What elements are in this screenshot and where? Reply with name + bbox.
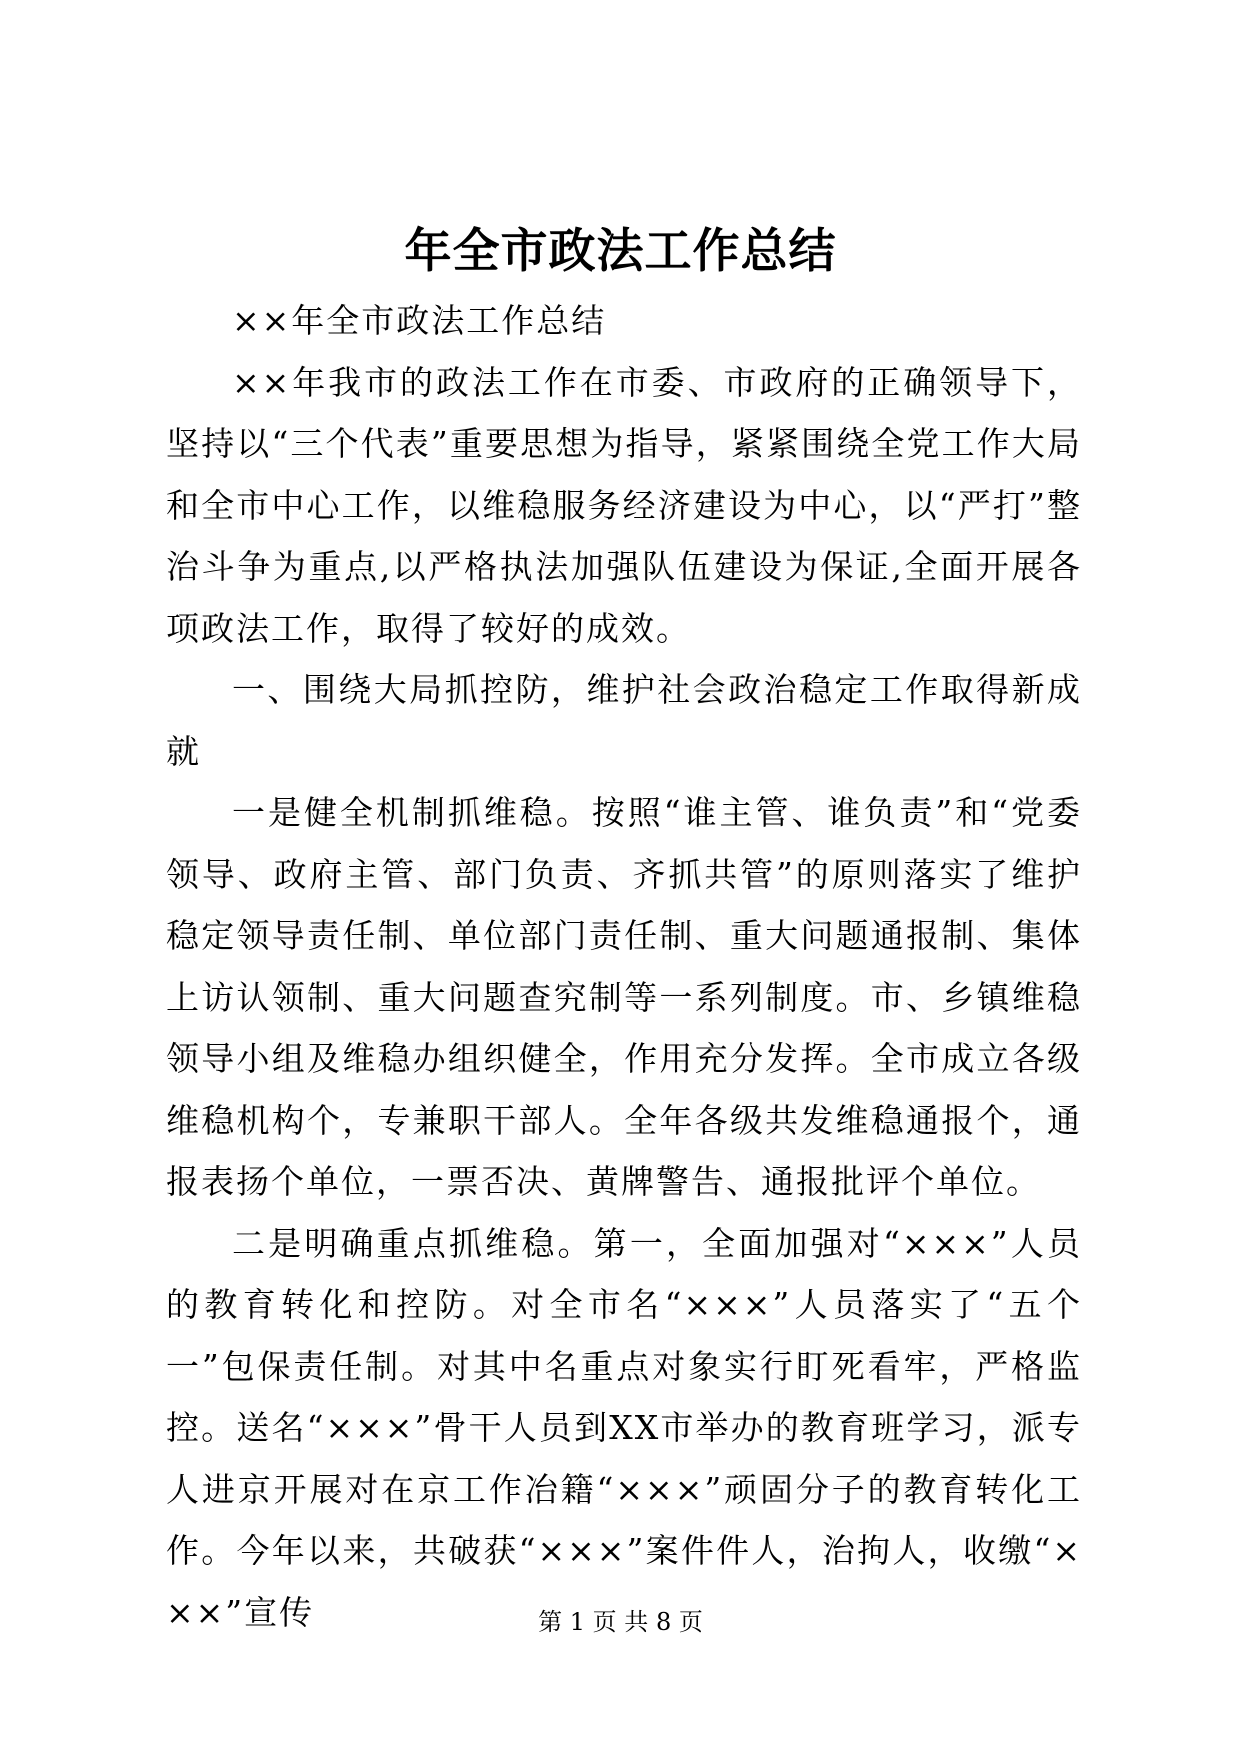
section-heading-1: 一、围绕大局抓控防，维护社会政治稳定工作取得新成就 [166, 670, 1082, 771]
document-title: 年全市政法工作总结 [404, 224, 837, 279]
paragraph-intro: ××年我市的政法工作在市委、市政府的正确领导下，坚持以“三个代表”重要思想为指导，紧紧围绕全党工作大局和全市中心工作，以维稳服务经济建设为中心，以“严打”整治斗争为重点,以严格执法加强队伍建设为保证,全面开展各项政法工作，取得了较好的成效。 [166, 362, 1082, 648]
document-body [166, 290, 1082, 1643]
paragraph-subtitle: ××年全市政法工作总结 [232, 301, 607, 340]
page-number-footer: 第 1 页 共 8 页 [538, 1608, 703, 1636]
paragraph-point-1: 一是健全机制抓维稳。按照“谁主管、谁负责”和“党委领导、政府主管、部门负责、齐抓共管”的原则落实了维护稳定领导责任制、单位部门责任制、重大问题通报制、集体上访认领制、重大问题查究制等一系列制度。市、乡镇维稳领导小组及维稳办组织健全，作用充分发挥。全市成立各级维稳机构个，专兼职干部人。全年各级共发维稳通报个，通报表扬个单位，一票否决、黄牌警告、通报批评个单位。 [166, 793, 1082, 1201]
paragraph-point-2: 二是明确重点抓维稳。第一，全面加强对“×××”人员的教育转化和控防。对全市名“×××”人员落实了“五个一”包保责任制。对其中名重点对象实行盯死看牢，严格监控。送名“×××”骨干人员到XX市举办的教育班学习，派专人进京开展对在京工作冶籍“×××”顽固分子的教育转化工作。今年以来，共破获“×××”案件件人，治拘人，收缴“×××”宣传 [166, 1223, 1082, 1632]
